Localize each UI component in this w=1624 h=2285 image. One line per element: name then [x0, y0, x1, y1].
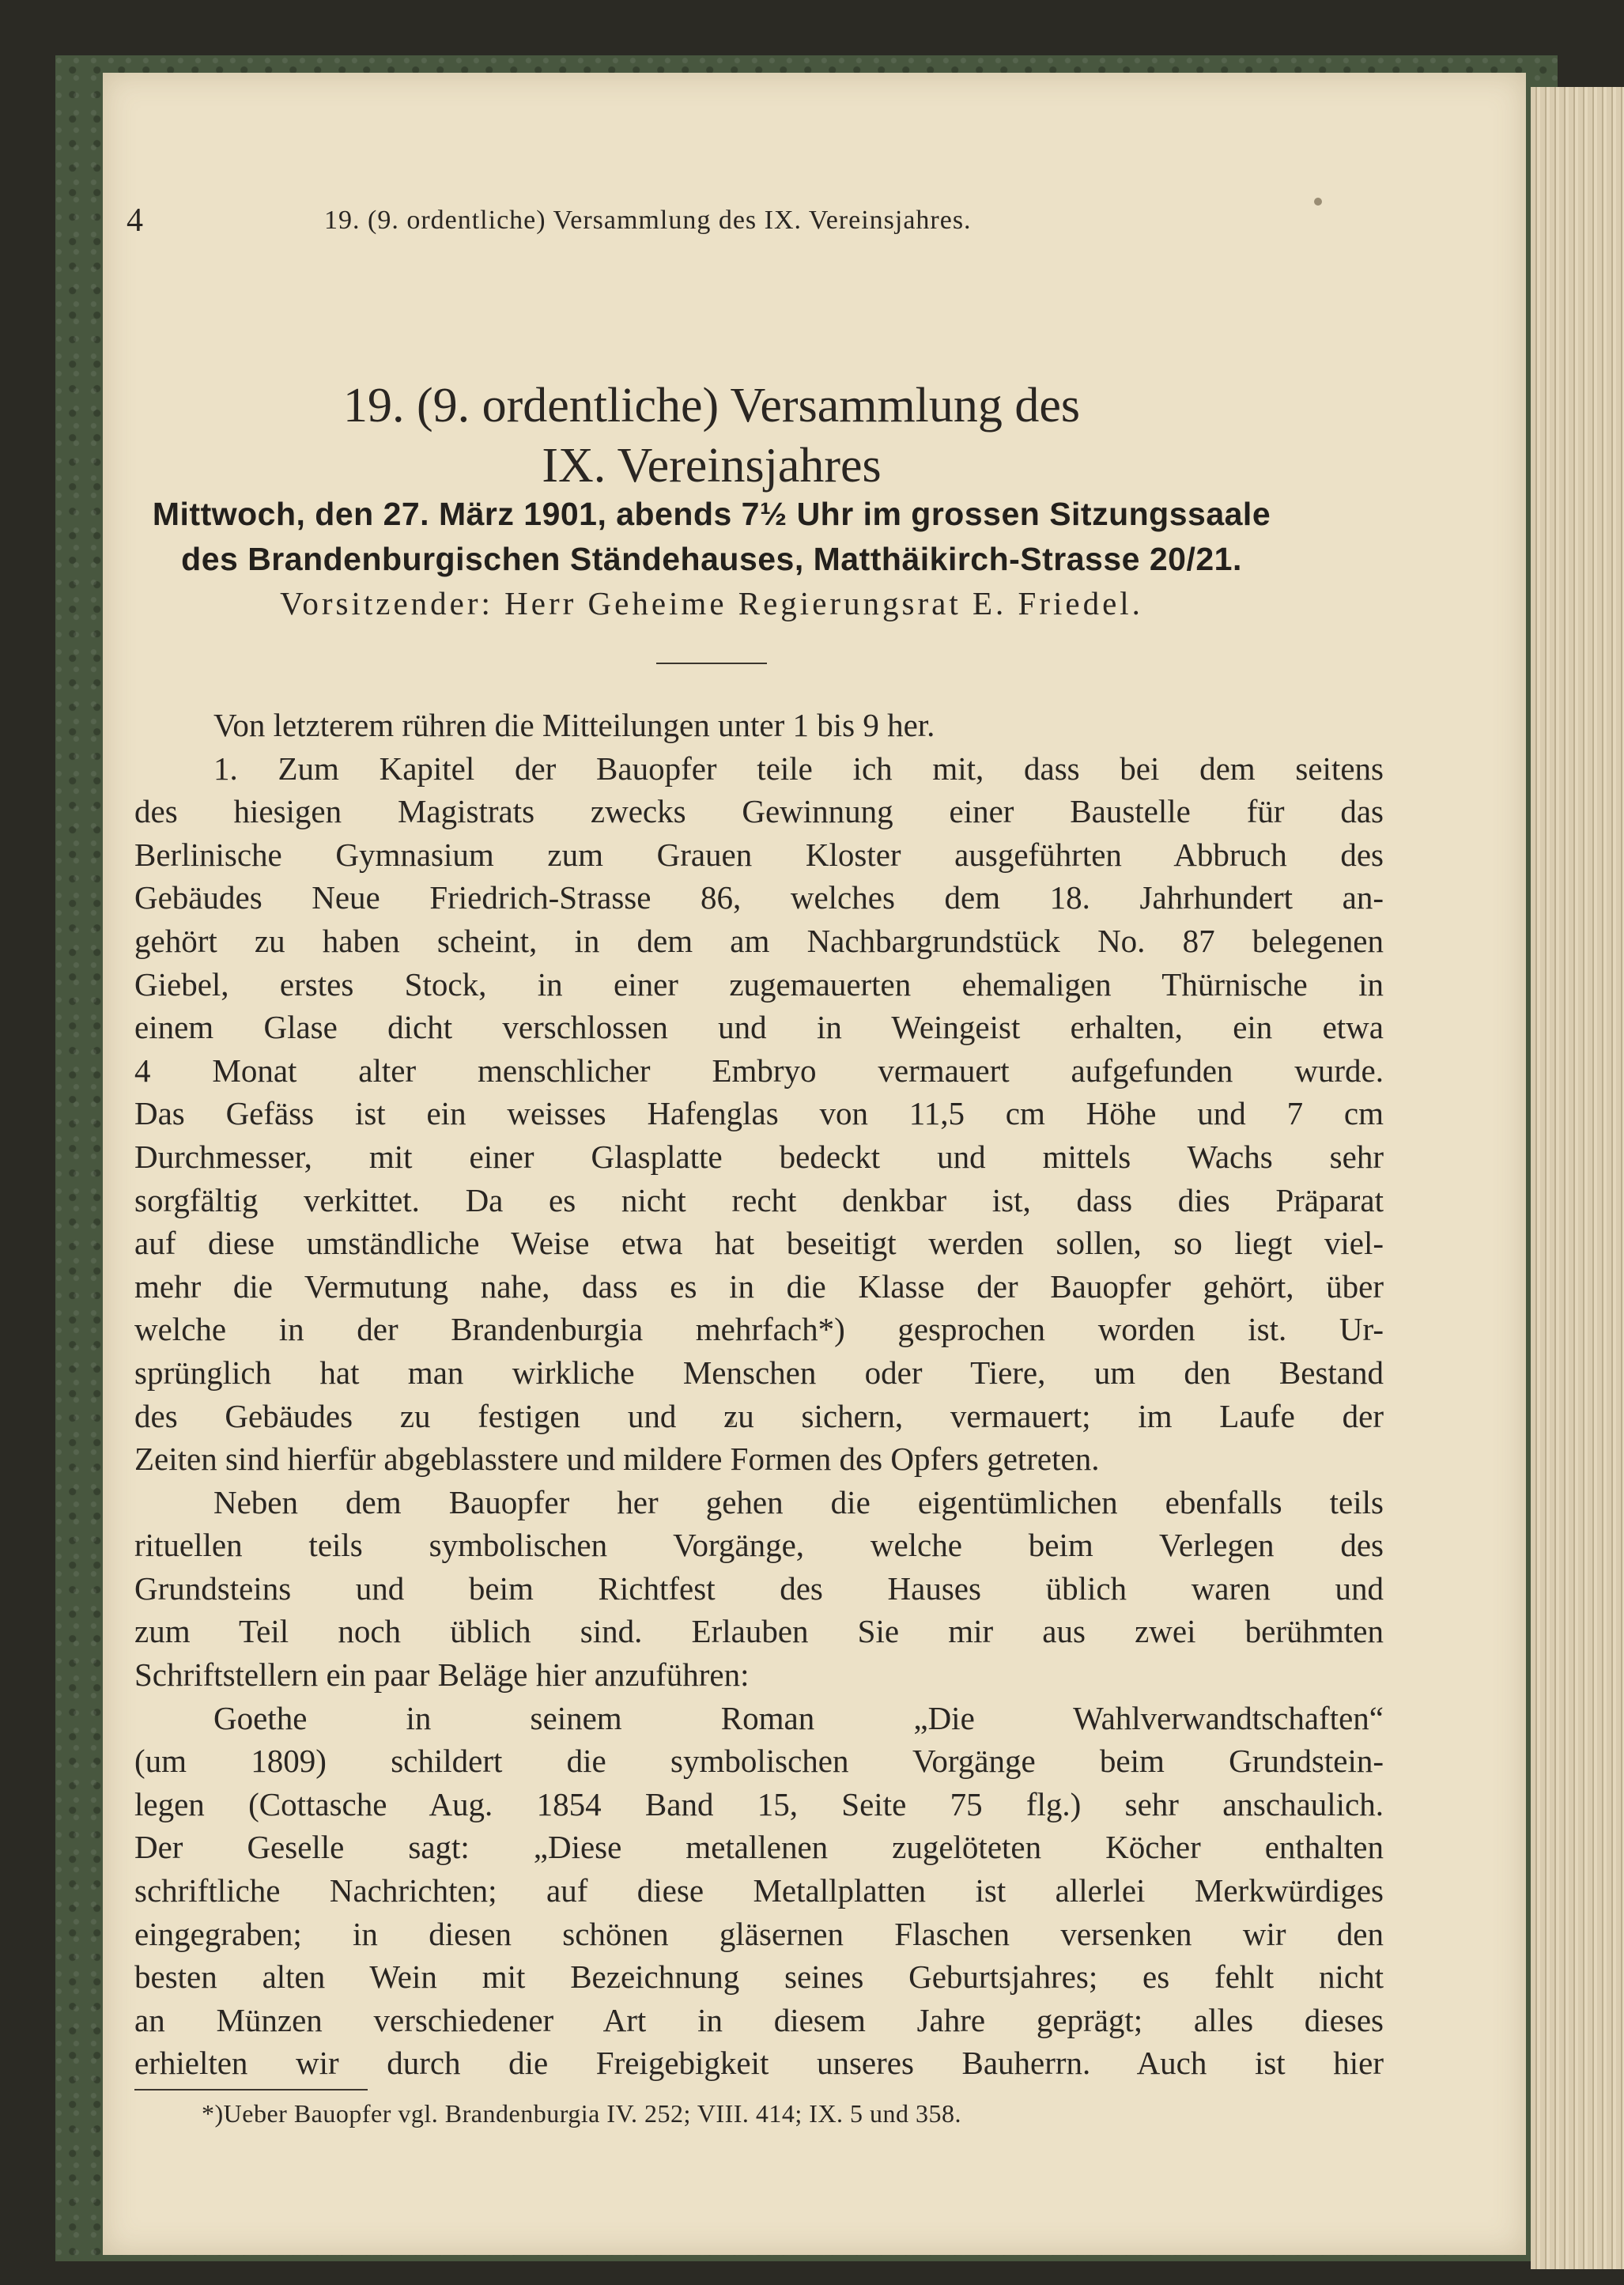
- text-line: Durchmesser, mit einer Glasplatte bedeckt und mittels Wachs sehr: [134, 1138, 1384, 1175]
- text-line: Berlinische Gymnasium zum Grauen Kloster ausgeführten Abbruch des: [134, 836, 1384, 873]
- text-line: eingegraben; in diesen schönen gläsernen Flaschen versenken wir den: [134, 1915, 1384, 1952]
- text-line: sprünglich hat man wirkliche Menschen oder Tiere, um den Bestand: [134, 1354, 1384, 1391]
- text-line: Goethe in seinem Roman „Die Wahlverwandtschaften“: [213, 1699, 1384, 1736]
- text-line: besten alten Wein mit Bezeichnung seines Geburtsjahres; es fehlt nicht: [134, 1958, 1384, 1996]
- text-line: rituellen teils symbolischen Vorgänge, welche beim Verlegen des: [134, 1527, 1384, 1564]
- footnote: *)Ueber Bauopfer vgl. Brandenburgia IV. 252; VIII. 414; IX. 5 und 358.: [202, 2099, 962, 2128]
- page-header: [127, 134, 1376, 239]
- text-line: mehr die Vermutung nahe, dass es in die Klasse der Bauopfer gehört, über: [134, 1267, 1384, 1305]
- text-line: Schriftstellern ein paar Beläge hier anzuführen:: [134, 1656, 750, 1694]
- body-text: [134, 704, 1384, 2085]
- text-line: welche in der Brandenburgia mehrfach*) gesprochen worden ist. Ur-: [134, 1311, 1384, 1348]
- text-line: 4 Monat alter menschlicher Embryo vermauert aufgefunden wurde.: [134, 1052, 1384, 1089]
- paper-speck: [1314, 198, 1322, 206]
- text-line: Das Gefäss ist ein weisses Hafenglas von 11,5 cm Höhe und 7 cm: [134, 1095, 1384, 1132]
- meeting-info-line-1: Mittwoch, den 27. März 1901, abends 7½ Uhr im grossen Sitzungssaale: [152, 496, 1271, 532]
- text-line: 1. Zum Kapitel der Bauopfer teile ich mit, dass bei dem seitens: [213, 750, 1384, 787]
- section-title-line-2: IX. Vereinsjahres: [542, 439, 882, 493]
- meeting-info-line-2: des Brandenburgischen Ständehauses, Matthäikirch-Strasse 20/21.: [181, 541, 1242, 577]
- text-line: Zeiten sind hierfür abgeblasstere und mildere Formen des Opfers getreten.: [134, 1441, 1100, 1478]
- section-divider: [656, 663, 767, 664]
- text-line: einem Glase dicht verschlossen und in Weingeist erhalten, ein etwa: [134, 1009, 1384, 1046]
- text-line: Giebel, erstes Stock, in einer zugemauerten ehemaligen Thürnische in: [134, 965, 1384, 1003]
- text-line: Grundsteins und beim Richtfest des Hauses üblich waren und: [134, 1569, 1384, 1607]
- text-line: des Gebäudes zu festigen und zu sichern, vermauert; im Laufe der: [134, 1397, 1384, 1434]
- text-line: Der Geselle sagt: „Diese metallenen zugelöteten Köcher enthalten: [134, 1829, 1384, 1866]
- text-line: des hiesigen Magistrats zwecks Gewinnung einer Baustelle für das: [134, 793, 1384, 830]
- text-line: Gebäudes Neue Friedrich-Strasse 86, welches dem 18. Jahrhundert an-: [134, 879, 1384, 916]
- section-title-line-1: 19. (9. ordentliche) Versammlung des: [342, 379, 1081, 432]
- text-line: (um 1809) schildert die symbolischen Vorgänge beim Grundstein-: [134, 1743, 1384, 1780]
- page-number: 4: [127, 202, 143, 239]
- text-line: Neben dem Bauopfer her gehen die eigentümlichen ebenfalls teils: [213, 1483, 1384, 1520]
- page-edges: [1531, 87, 1624, 2269]
- text-line: schriftliche Nachrichten; auf diese Metallplatten ist allerlei Merkwürdiges: [134, 1872, 1384, 1909]
- text-line: sorgfältig verkittet. Da es nicht recht denkbar ist, dass dies Präparat: [134, 1181, 1384, 1218]
- text-line: an Münzen verschiedener Art in diesem Jahre geprägt; alles dieses: [134, 2001, 1384, 2038]
- text-line: gehört zu haben scheint, in dem am Nachbargrundstück No. 87 belegenen: [134, 922, 1384, 959]
- running-head: 19. (9. ordentliche) Versammlung des IX. Vereinsjahres.: [324, 206, 972, 235]
- text-line: Von letzterem rühren die Mitteilungen unter 1 bis 9 her.: [213, 707, 935, 743]
- text-line: erhielten wir durch die Freigebigkeit unseres Bauherrn. Auch ist hier: [134, 2045, 1384, 2082]
- chair-line: Vorsitzender: Herr Geheime Regierungsrat E. Friedel.: [280, 585, 1143, 621]
- text-line: zum Teil noch üblich sind. Erlauben Sie mir aus zwei berühmten: [134, 1613, 1384, 1650]
- text-line: auf diese umständliche Weise etwa hat beseitigt werden sollen, so liegt viel-: [134, 1225, 1384, 1262]
- footnote-rule: [134, 2089, 368, 2090]
- text-line: legen (Cottasche Aug. 1854 Band 15, Seite 75 flg.) sehr anschaulich.: [134, 1785, 1384, 1822]
